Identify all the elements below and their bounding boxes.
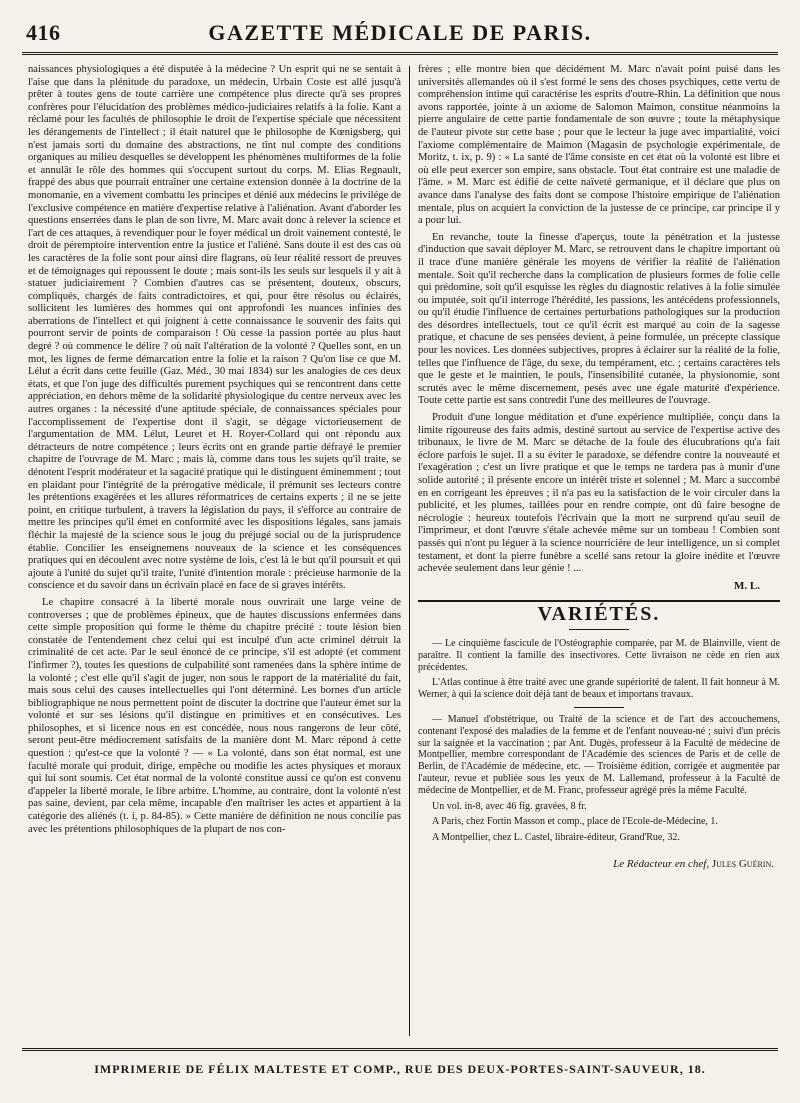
item-separator [574,707,624,708]
variete-item: A Montpellier, chez L. Castel, libraire-éditeur, Grand'Rue, 32. [432,832,680,844]
article-paragraph: Produit d'une longue méditation et d'une expérience multipliée, conçu dans la limite rigoureuse des faits admis, destiné surtout au service de l'expertise active des tribunaux, le livre de M. Marc se détache de la foule des élucubrations qu'a fait éclore parfois le sujet. Il a su éviter le paradoxe, se défendre contre la nouveauté et l'exagération ; c'est un livre pratique et que le temps ne tardera pas à munir d'une solide autorité ; il présente encore un intérêt triste et solennel ; M. Marc a succombé en en corrigeant les épreuves ; il n'a pas eu la satisfaction de le voir circuler dans la publicité, et les plumes, taillées pour en rendre compte, ont dû faire besogne de nécrologie : heureux toutefois l'écrivain que la mort ne surprend qu'au seuil de l'imprimeur, et dont l'œuvre s'étale achevée même sur un tombeau ! Combien sont passés qui n'ont pu léguer à la science nourricière de leur intelligence, un si complet testament, et dont la pierre funèbre a scellé sans retour la gloire inédite et l'œuvre achevée seulement dans leur génie ! ... [418,412,780,575]
variete-item: L'Atlas continue à être traité avec une grande supériorité de talent. Il fait honneur à M. Werner, à qui la science doit déjà tant de beaux et importans travaux. [418,677,780,701]
editor-credit [418,858,780,871]
article-paragraph: frères ; elle montre bien que décidément M. Marc n'avait point puisé dans les universités allemandes où il s'est formé le sens des choses psychiques, cette vertu de compréhension intime qui caractérise les esprits d'outre-Rhin. La définition que nous avons rapportée, jointe à un axiome de Salomon Maimon, constitue néanmoins la pierre angulaire de cette partie fondamentale de son œuvre ; toute la métaphysique de l'auteur pivote sur cette base ; pour que le lecteur la juge avec impartialité, voici l'axiome complémentaire de Maimon (Magasin de psychologie expérimentale, de Moritz, t. ix, p. 9) : « La santé de l'âme consiste en cet état où la volonté est libre et où elle peut exercer son empire, sans obstacle. Tout état contraire est une maladie de l'âme. » M. Marc est édifié de cette naïveté germanique, et il déclare que plus on avance dans l'analyse des faits dont se compose l'histoire empirique de l'aliénation mentale, plus on acquiert la conviction de la justesse de ce principe, car principe il y a pour lui. [418,64,780,227]
varietes-heading: VARIÉTÉS. [537,603,661,626]
footer-rule [22,1048,778,1051]
article-signature: M. L. [734,579,760,592]
header-rule [22,52,778,57]
printer-imprint: IMPRIMERIE DE FÉLIX MALTESTE ET COMP., RUE DES DEUX-PORTES-SAINT-SAUVEUR, 18. [94,1062,706,1076]
article-paragraph: Le chapitre consacré à la liberté morale nous ouvrirait une large veine de controverses ; que de problèmes épineux, que de hautes discussions enfermées dans cette simple proposition qui forme le thème du chapitre précité : toute lésion bien constatée de l'entendement chez celui qui est inculpé d'un acte criminel détruit la criminalité de cet acte. Par le seul énoncé de ce principe, s'il est adopté (et comment l'infirmer ?), toutes les questions de culpabilité sont ramenées dans la sphère intime de la volonté ; c'est elle qu'il s'agit de juger, non sous le rapport de la matérialité du fait, mais sous celui des causes intellectuelles qui l'ont déterminé. Les bornes d'un article bibliographique ne nous permettent point de discuter la doctrine que l'auteur émet sur la volonté et sur ses lésions qu'il distingue en primitives et en consécutives. Les philosophes, et si licence nous en est concédée, nous nous rangerons de leur côté, seront peut-être médiocrement satisfaits de la manière dont M. Marc répond à cette question : qu'est-ce que la volonté ? — « La volonté, dans son état normal, est une faculté morale qui produit, dirige, empêche ou modifie les actes physiques et moraux qui lui sont soumis. Cet état normal de la volonté constitue aussi ce qu'on est convenu d'appeler la liberté morale, le libre arbitre. L'homme, au contraire, dont la volonté n'est pas saine, devient, par cela même, incapable d'en maîtriser les actes et appartient à la catégorie des aliénés (t. i, p. 84-85). » Cette manière de définition ne nous concilie pas avec les prétentions philosophiques de la plupart de nos con- [28,596,401,835]
column-divider [409,66,410,1036]
variete-item: — Manuel d'obstétrique, ou Traité de la science et de l'art des accouchemens, contenant l'exposé des maladies de la femme et de l'enfant nouveau-né ; suivi d'un précis sur la saignée et la vaccination ; par Ant. Dugès, professeur à la Faculté de médecine de Montpellier, membre correspondant de l'Académie des sciences de Paris et de celle de Berlin, de l'Académie de médecine, etc. — Troisième édition, corrigée et augmentée par l'auteur, revue et publiée sous les yeux de M. Lallemand, professeur à la Faculté de médecine de Montpellier, et de M. Franc, professeur agrégé près la même Faculté. [418,713,780,796]
editor-name: Jules Guérin. [711,857,774,870]
left-column [28,64,401,1044]
article-paragraph: naissances physiologiques a été disputée à la médecine ? Un esprit qui ne se sentait à l'aise que dans la plénitude du paradoxe, un médecin, Urbain Coste est allé jusqu'à prêter à toutes gens de toute carrière une compétence plus directe qu'à ses propres confrères pour l'élucidation des problèmes médico-judiciaires relatifs à la folie. Kant a réclamé pour les facultés de philosophie le droit de l'expertise spéciale que nécessitent les dérangements de l'intellect ; il était naturel que le philosophe de Kœnigsberg, qui n'est jamais sorti du domaine des abstractions, ne tînt nul compte des conditions organiques au milieu desquelles se développent les phénomènes multiformes de la folie et annulât le rôle des hommes qui s'occupent surtout du corps. M. Elias Regnault, frappé des abus que pourrait entraîner une certaine extension donnée à la doctrine de la monomanie, en a vivement combattu les principes et dénié aux médecins le privilége de l'exclusive compétence en matière d'expertise relative à l'aliénation. Avant d'aborder les questions enserrées dans le plan de son livre, M. Marc avait donc à relever la science et l'art de ces attaques, à revendiquer pour le foyer médical un droit vainement contesté, le droit de péremptoire intervention entre la justice et l'aliéné. Sans doute il est des cas où les caractères de la folie sont pour ainsi dire flagrans, où leur réalité ressort de preuves et de témoignages qui repoussent le doute ; mais sont-ils les seuls sur lesquels il y ait à statuer judiciairement ? Combien d'autres cas se présentent, douteux, obscurs, compliqués, chargés de faits contradictoires, et qui, pour être résolus ou éclairés, sollicitent les lumières des hommes qui ont approfondi les nuances infinies des aberrations de l'intellect et qui joignent à cette connaissance le souvenir des faits qui pourront servir de points de comparaison ! Où cesse la passion portée au plus haut degré ? où commence le délire ? où naît l'altération de la volonté ? Quelles sont, en un mot, les lignes de ferme démarcation entre la folie et la raison ? Qu'on lise ce que M. Lélut a écrit dans cette feuille (Gaz. Méd., 30 mai 1834) sur les analogies de ces deux états, et que l'on juge des difficultés purement psychiques qui se rencontrent dans cette appréciation, en dehors même de la solidarité physiologique du centre nerveux avec les autres organes : la nécessité d'une aptitude spéciale, de connaissances spéciales pour l'accomplissement de l'expertise dont il s'agit, se dégage victorieusement de l'argumentation de MM. Lélut, Leuret et H. Royer-Collard qui ont répondu aux détracteurs de notre compétence ; leurs écrits ont en grande partie défrayé le premier chapitre de l'ouvrage de M. Marc ; mais là, comme dans tous les sujets qu'il traite, se dénotent l'esprit modérateur et la sagacité pratique qui le distinguent éminemment ; tout en plaidant pour l'intégrité de la prérogative médicale, il prémunit ses lecteurs contre les prétentions exagérées et les allures réformatrices de certains experts ; il ne se jette point, en critique turbulent, à travers la législation du pays, il s'efforce au contraire de mettre les principes qu'il émet en conformité avec les dispositions légales, sans jamais fléchir la majesté de la science sous le joug du préjugé social ou de la jurisprudence établie. Concilier les enseignemens nouveaux de la science et les conséquences pratiques qui en découlent avec notre système de lois, c'est là le but qu'il poursuit et qui ajoute à l'unité du sujet qu'il traite, l'unité d'intention morale : précieuse harmonie de la conscience et du savoir dans un écrivain placé en face de si graves intérêts. [28,64,401,592]
article-paragraph: En revanche, toute la finesse d'aperçus, toute la pénétration et la justesse d'induction que savait déployer M. Marc, se retrouvent dans le chapitre important où il trace d'une manière générale les moyens de vérifier la réalité de l'aliénation mentale. Soit qu'il recherche dans la complication de plusieurs formes de folie celle qui prédomine, soit qu'il esquisse les règles du diagnostic relatives à la folie simulée ou imputée, soit qu'il interroge l'hérédité, les passions, les antécédens professionnels, ou qu'il étudie l'influence de certaines perturbations pathologiques sur la production des désordres intellectuels, tout ce qu'il écrit est marqué au coin de la sagesse pratique, et chacune de ses pensées devient, à peine formulée, un précepte classique pour les novices. Les données subjectives, propres à éclairer sur la réalité de la folie, telles que l'influence de l'âge, du sexe, du tempérament, etc. ; certains caractères tels que le geste et le maintien, le pouls, l'insensibilité cutanée, la physionomie, sont scrutés avec le même discernement, pesés avec une égale maturité d'expérience. Toute cette partie est sans contredit l'une des meilleures de l'ouvrage. [418,231,780,407]
variete-item: — Le cinquième fascicule de l'Ostéographie comparée, par M. de Blainville, vient de paraître. Il contient la famille des insectivores. Cette livraison ne cède en rien aux précédentes. [418,637,780,673]
page-number: 416 [26,20,61,45]
right-column [418,64,780,1044]
variete-item: Un vol. in-8, avec 46 fig. gravées, 8 fr. [432,800,587,812]
page-header [22,12,778,48]
heading-underline [569,629,629,630]
editor-label: Le Rédacteur en chef, [613,857,710,870]
journal-title: GAZETTE MÉDICALE DE PARIS. [208,20,592,45]
variete-item: A Paris, chez Fortin Masson et comp., place de l'Ecole-de-Médecine, 1. [432,816,718,828]
